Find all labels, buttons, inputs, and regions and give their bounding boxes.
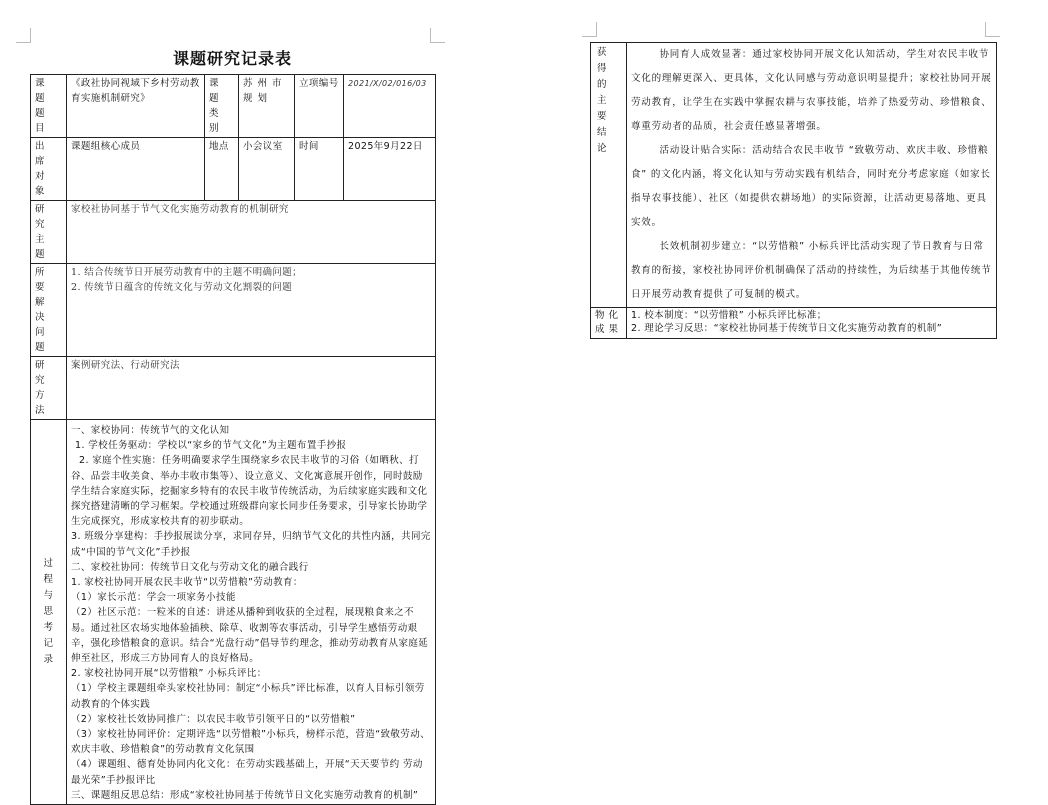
process-paragraph: （1）家长示范：学会一项家务小技能 [71,592,236,604]
outcomes-label: 物化成果 [591,308,627,339]
process-paragraph: （2）社区示范：一粒米的自述：讲述从播种到收获的全过程，展现粮食来之不易。通过社区农场实地体验插秧、除草、收割等农事活动，引导学生感悟劳动艰辛，强化珍惜粮食的意识。结合“光盘行动”倡导节约理念，推动劳动教育从家庭延伸至社区，形成三方协同育人的良好格局。 [71,607,429,665]
problem-item: 1. 结合传统节日开展劳动教育中的主题不明确问题； [71,267,303,278]
conclusions-label: 获得的主要结论 [591,43,627,308]
problems-row [31,264,436,357]
process-paragraph: 2. 家校社协同开展“以劳惜粮” 小标兵评比： [71,668,267,680]
conclusion-paragraph: 活动设计贴合实际：活动结合农民丰收节 “致敬劳动、欢庆丰收、珍惜粮食” 的文化内涵，将文化认知与劳动实践有机结合，同时充分考虑家庭（如家长指导农事技能）、社区（如提供农耕场地）的实际资源，让活动更易落地、更具实效。 [631,145,991,228]
theme-value: 家校社协同基于节气文化实施劳动教育的机制研究 [67,201,436,264]
problems-list [67,264,436,357]
category-value: 苏州市规划 [239,75,295,138]
document-title: 课题研究记录表 [172,49,292,68]
process-paragraph: （2）家校社长效协同推广：以农民丰收节引领平日的“以劳惜粮” [71,713,356,725]
methods-label: 研究方法 [31,357,67,420]
topic-row [31,75,436,138]
process-label: 过程与思考记录 [31,420,67,805]
record-table-page1 [30,74,436,805]
process-paragraph: 1. 学校任务驱动：学校以“家乡的节气文化”为主题布置手抄报 [75,440,347,452]
project-no-value: 2021/X/02/016/03 [344,75,436,138]
theme-row [31,201,436,264]
category-label: 课题类别 [205,75,239,138]
page-corner-mark [985,22,1000,37]
topic-label: 课题题目 [31,75,67,138]
process-paragraph: 2. 家庭个性实施：任务明确要求学生围绕家乡农民丰收节的习俗（如晒秋、打谷、品尝丰收美食、举办丰收市集等）、设立意义、文化寓意展开创作，同时鼓励学生结合家庭实际，挖掘家乡特有的农民丰收节传统活动，为后续家庭实践和文化探究搭建清晰的学习框架。学校通过班级群向家长同步任务要求，引导家长协助学生完成探究，形成家校共育的初步联动。 [71,455,428,528]
location-value: 小会议室 [239,138,295,201]
attendees-label: 出席对象 [31,138,67,201]
record-table-page2 [590,42,997,339]
problem-item: 2. 传统节日蕴含的传统文化与劳动文化割裂的问题 [71,282,293,293]
methods-row [31,357,436,420]
outcome-item: 2. 理论学习反思：“家校社协同基于传统节日文化实施劳动教育的机制” [631,323,943,334]
process-row [31,420,436,805]
outcomes-row [591,308,997,339]
attendees-value: 课题组核心成员 [67,138,205,201]
topic-value: 《政社协同视域下乡村劳动教育实施机制研究》 [67,75,205,138]
attendees-row [31,138,436,201]
project-no-label: 立项编号 [295,75,344,138]
outcome-item: 1. 校本制度：“以劳惜粮” 小标兵评比标准； [631,310,827,321]
conclusions-row [591,43,997,308]
conclusion-paragraph: 长效机制初步建立：“以劳惜粮” 小标兵评比活动实现了节日教育与日常教育的衔接，家校社协同评价机制确保了活动的持续性，为后续基于其他传统节日开展劳动教育提供了可复制的模式。 [631,241,992,300]
theme-label: 研究主题 [31,201,67,264]
process-paragraph: 3. 班级分享建构：手抄报展读分享，求同存异，归纳节气文化的共性内涵，共同完成“中国的节气文化”手抄报 [71,531,431,558]
time-label: 时间 [295,138,344,201]
page-corner-mark [16,28,31,43]
process-paragraph: （1）学校主课题组牵头家校社协同：制定“小标兵”评比标准，以育人目标引领劳动教育的个体实践 [71,683,425,710]
process-paragraph: 1. 家校社协同开展农民丰收节“以劳惜粮”劳动教育： [71,577,303,589]
process-paragraph: 二、家校社协同：传统节日文化与劳动文化的融合践行 [71,561,309,573]
process-content [67,420,436,805]
process-paragraph: （3）家校社协同评价：定期评选“以劳惜粮”小标兵，榜样示范，营造“致敬劳动、欢庆丰收、珍惜粮食”的劳动教育文化氛围 [71,729,431,756]
outcomes-list [627,308,997,339]
location-label: 地点 [205,138,239,201]
page-corner-mark [582,22,597,37]
process-paragraph: 一、家校协同：传统节气的文化认知 [71,425,230,436]
process-paragraph: （4）课题组、德育处协同内化文化：在劳动实践基础上，开展“天天要节约 劳动最光荣”手抄报评比 [71,759,423,786]
page-corner-mark [430,28,445,43]
time-value: 2025年9月22日 [344,138,436,201]
process-paragraph: 三、课题组反思总结：形成“家校社协同基于传统节日文化实施劳动教育的机制” [71,789,419,801]
methods-value: 案例研究法、行动研究法 [67,357,436,420]
conclusions-content [627,43,997,308]
problems-label: 所要解决问题 [31,264,67,357]
conclusion-paragraph: 协同育人成效显著：通过家校协同开展文化认知活动，学生对农民丰收节文化的理解更深入、更具体，文化认同感与劳动意识明显提升；家校社协同开展劳动教育，让学生在实践中掌握农耕与农事技能，培养了热爱劳动、珍惜粮食、尊重劳动者的品质，社会责任感显著增强。 [631,49,992,132]
